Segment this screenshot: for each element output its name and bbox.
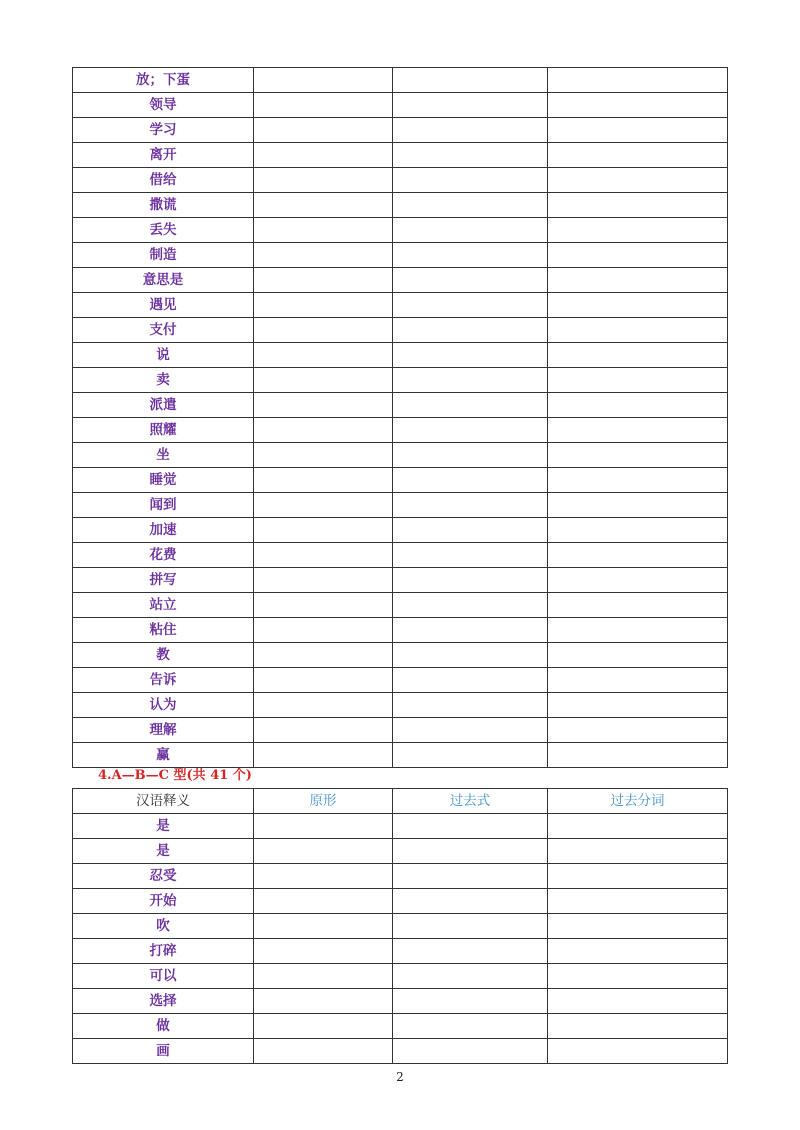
table-row: [73, 293, 728, 318]
past-participle-cell[interactable]: [548, 889, 728, 914]
meaning-cell: 撒谎: [73, 193, 254, 218]
header-past-participle: 过去分词: [548, 789, 728, 814]
meaning-cell: 意思是: [73, 268, 254, 293]
past-participle-cell[interactable]: [548, 643, 728, 668]
past-participle-cell[interactable]: [548, 193, 728, 218]
header-past-tense: 过去式: [393, 789, 548, 814]
meaning-cell: 告诉: [73, 668, 254, 693]
base-form-cell[interactable]: [254, 643, 393, 668]
table-row: [73, 693, 728, 718]
past-participle-cell[interactable]: [548, 168, 728, 193]
meaning-cell: 加速: [73, 518, 254, 543]
table-row: [73, 343, 728, 368]
past-tense-cell[interactable]: [393, 668, 548, 693]
meaning-cell: 选择: [73, 989, 254, 1014]
past-participle-cell[interactable]: [548, 143, 728, 168]
base-form-cell[interactable]: [254, 343, 393, 368]
past-tense-cell[interactable]: [393, 393, 548, 418]
past-participle-cell[interactable]: [548, 293, 728, 318]
header-row: [73, 789, 728, 814]
table-row: [73, 318, 728, 343]
base-form-cell[interactable]: [254, 518, 393, 543]
past-tense-cell[interactable]: [393, 468, 548, 493]
past-tense-cell[interactable]: [393, 318, 548, 343]
meaning-cell: 闻到: [73, 493, 254, 518]
past-participle-cell[interactable]: [548, 914, 728, 939]
past-participle-cell[interactable]: [548, 468, 728, 493]
table-row: [73, 618, 728, 643]
base-form-cell[interactable]: [254, 814, 393, 839]
base-form-cell[interactable]: [254, 718, 393, 743]
base-form-cell[interactable]: [254, 193, 393, 218]
past-participle-cell[interactable]: [548, 118, 728, 143]
base-form-cell[interactable]: [254, 593, 393, 618]
past-participle-cell[interactable]: [548, 568, 728, 593]
past-participle-cell[interactable]: [548, 393, 728, 418]
past-tense-cell[interactable]: [393, 343, 548, 368]
base-form-cell[interactable]: [254, 368, 393, 393]
table-row: [73, 914, 728, 939]
base-form-cell[interactable]: [254, 914, 393, 939]
table-row: [73, 193, 728, 218]
meaning-cell: 放；下蛋: [73, 68, 254, 93]
past-participle-cell[interactable]: [548, 343, 728, 368]
meaning-cell: 派遣: [73, 393, 254, 418]
past-tense-cell[interactable]: [393, 814, 548, 839]
past-participle-cell[interactable]: [548, 543, 728, 568]
meaning-cell: 教: [73, 643, 254, 668]
past-tense-cell[interactable]: [393, 593, 548, 618]
past-participle-cell[interactable]: [548, 518, 728, 543]
meaning-cell: 拼写: [73, 568, 254, 593]
table-row: [73, 839, 728, 864]
base-form-cell[interactable]: [254, 168, 393, 193]
meaning-cell: 睡觉: [73, 468, 254, 493]
past-tense-cell[interactable]: [393, 243, 548, 268]
past-participle-cell[interactable]: [548, 668, 728, 693]
base-form-cell[interactable]: [254, 939, 393, 964]
past-participle-cell[interactable]: [548, 1039, 728, 1064]
past-tense-cell[interactable]: [393, 1014, 548, 1039]
base-form-cell[interactable]: [254, 468, 393, 493]
table-row: [73, 1014, 728, 1039]
header-base-form: 原形: [254, 789, 393, 814]
past-participle-cell[interactable]: [548, 268, 728, 293]
table-row: [73, 718, 728, 743]
meaning-cell: 开始: [73, 889, 254, 914]
base-form-cell[interactable]: [254, 93, 393, 118]
base-form-cell[interactable]: [254, 418, 393, 443]
base-form-cell[interactable]: [254, 1039, 393, 1064]
table-row: [73, 443, 728, 468]
past-tense-cell[interactable]: [393, 93, 548, 118]
base-form-cell[interactable]: [254, 618, 393, 643]
base-form-cell[interactable]: [254, 989, 393, 1014]
past-participle-cell[interactable]: [548, 593, 728, 618]
table-row: [73, 493, 728, 518]
base-form-cell[interactable]: [254, 268, 393, 293]
past-participle-cell[interactable]: [548, 443, 728, 468]
meaning-cell: 是: [73, 839, 254, 864]
meaning-cell: 离开: [73, 143, 254, 168]
past-participle-cell[interactable]: [548, 68, 728, 93]
past-tense-cell[interactable]: [393, 493, 548, 518]
past-tense-cell[interactable]: [393, 118, 548, 143]
past-tense-cell[interactable]: [393, 643, 548, 668]
past-participle-cell[interactable]: [548, 218, 728, 243]
section-title: 4.A—B—C 型(共 41 个): [98, 768, 252, 783]
table-row: [73, 468, 728, 493]
past-tense-cell[interactable]: [393, 143, 548, 168]
table-row: [73, 168, 728, 193]
table-row: [73, 118, 728, 143]
base-form-cell[interactable]: [254, 443, 393, 468]
past-tense-cell[interactable]: [393, 193, 548, 218]
past-participle-cell[interactable]: [548, 718, 728, 743]
verb-table-continued: [72, 67, 728, 768]
header-meaning: 汉语释义: [73, 789, 254, 814]
table-row: [73, 568, 728, 593]
past-participle-cell[interactable]: [548, 618, 728, 643]
past-tense-cell[interactable]: [393, 743, 548, 768]
past-participle-cell[interactable]: [548, 493, 728, 518]
base-form-cell[interactable]: [254, 668, 393, 693]
base-form-cell[interactable]: [254, 693, 393, 718]
meaning-cell: 可以: [73, 964, 254, 989]
base-form-cell[interactable]: [254, 243, 393, 268]
table-row: [73, 593, 728, 618]
table-row: [73, 243, 728, 268]
table-row: [73, 543, 728, 568]
past-tense-cell[interactable]: [393, 989, 548, 1014]
table-row: [73, 864, 728, 889]
past-tense-cell[interactable]: [393, 568, 548, 593]
meaning-cell: 照耀: [73, 418, 254, 443]
table-row: [73, 1039, 728, 1064]
past-tense-cell[interactable]: [393, 368, 548, 393]
page-number: 2: [396, 1070, 404, 1084]
past-tense-cell[interactable]: [393, 518, 548, 543]
past-participle-cell[interactable]: [548, 693, 728, 718]
past-participle-cell[interactable]: [548, 368, 728, 393]
table-row: [73, 989, 728, 1014]
past-tense-cell[interactable]: [393, 1039, 548, 1064]
table-row: [73, 668, 728, 693]
past-tense-cell[interactable]: [393, 914, 548, 939]
past-participle-cell[interactable]: [548, 814, 728, 839]
meaning-cell: 做: [73, 1014, 254, 1039]
meaning-cell: 忍受: [73, 864, 254, 889]
table-row: [73, 889, 728, 914]
past-tense-cell[interactable]: [393, 864, 548, 889]
base-form-cell[interactable]: [254, 543, 393, 568]
meaning-cell: 坐: [73, 443, 254, 468]
past-participle-cell[interactable]: [548, 93, 728, 118]
meaning-cell: 制造: [73, 243, 254, 268]
table-row: [73, 939, 728, 964]
table-row: [73, 143, 728, 168]
past-participle-cell[interactable]: [548, 939, 728, 964]
past-tense-cell[interactable]: [393, 939, 548, 964]
past-tense-cell[interactable]: [393, 218, 548, 243]
past-participle-cell[interactable]: [548, 989, 728, 1014]
past-tense-cell[interactable]: [393, 839, 548, 864]
table-row: [73, 814, 728, 839]
past-tense-cell[interactable]: [393, 68, 548, 93]
meaning-cell: 理解: [73, 718, 254, 743]
base-form-cell[interactable]: [254, 293, 393, 318]
base-form-cell[interactable]: [254, 493, 393, 518]
past-tense-cell[interactable]: [393, 443, 548, 468]
table-row: [73, 218, 728, 243]
table-row: [73, 964, 728, 989]
meaning-cell: 借给: [73, 168, 254, 193]
base-form-cell[interactable]: [254, 889, 393, 914]
past-participle-cell[interactable]: [548, 1014, 728, 1039]
past-participle-cell[interactable]: [548, 418, 728, 443]
past-tense-cell[interactable]: [393, 293, 548, 318]
meaning-cell: 领导: [73, 93, 254, 118]
meaning-cell: 画: [73, 1039, 254, 1064]
base-form-cell[interactable]: [254, 864, 393, 889]
past-tense-cell[interactable]: [393, 964, 548, 989]
meaning-cell: 站立: [73, 593, 254, 618]
table-row: [73, 643, 728, 668]
meaning-cell: 粘住: [73, 618, 254, 643]
base-form-cell[interactable]: [254, 568, 393, 593]
table-body: [73, 814, 728, 1064]
table-row: [73, 68, 728, 93]
meaning-cell: 学习: [73, 118, 254, 143]
past-participle-cell[interactable]: [548, 964, 728, 989]
past-tense-cell[interactable]: [393, 168, 548, 193]
table-row: [73, 368, 728, 393]
base-form-cell[interactable]: [254, 964, 393, 989]
past-tense-cell[interactable]: [393, 889, 548, 914]
meaning-cell: 支付: [73, 318, 254, 343]
past-tense-cell[interactable]: [393, 418, 548, 443]
base-form-cell[interactable]: [254, 393, 393, 418]
past-tense-cell[interactable]: [393, 268, 548, 293]
past-participle-cell[interactable]: [548, 243, 728, 268]
meaning-cell: 卖: [73, 368, 254, 393]
meaning-cell: 打碎: [73, 939, 254, 964]
base-form-cell[interactable]: [254, 218, 393, 243]
table-body: [73, 68, 728, 768]
base-form-cell[interactable]: [254, 1014, 393, 1039]
past-participle-cell[interactable]: [548, 864, 728, 889]
past-tense-cell[interactable]: [393, 718, 548, 743]
past-tense-cell[interactable]: [393, 618, 548, 643]
past-tense-cell[interactable]: [393, 693, 548, 718]
base-form-cell[interactable]: [254, 318, 393, 343]
base-form-cell[interactable]: [254, 839, 393, 864]
meaning-cell: 花费: [73, 543, 254, 568]
base-form-cell[interactable]: [254, 143, 393, 168]
meaning-cell: 遇见: [73, 293, 254, 318]
base-form-cell[interactable]: [254, 743, 393, 768]
table-row: [73, 93, 728, 118]
verb-table-abc: [72, 788, 728, 1064]
meaning-cell: 是: [73, 814, 254, 839]
past-participle-cell[interactable]: [548, 318, 728, 343]
meaning-cell: 认为: [73, 693, 254, 718]
meaning-cell: 吹: [73, 914, 254, 939]
table-row: [73, 268, 728, 293]
base-form-cell[interactable]: [254, 118, 393, 143]
table-row: [73, 393, 728, 418]
meaning-cell: 赢: [73, 743, 254, 768]
past-participle-cell[interactable]: [548, 839, 728, 864]
meaning-cell: 说: [73, 343, 254, 368]
past-participle-cell[interactable]: [548, 743, 728, 768]
table-row: [73, 518, 728, 543]
meaning-cell: 丢失: [73, 218, 254, 243]
table-row: [73, 418, 728, 443]
past-tense-cell[interactable]: [393, 543, 548, 568]
base-form-cell[interactable]: [254, 68, 393, 93]
